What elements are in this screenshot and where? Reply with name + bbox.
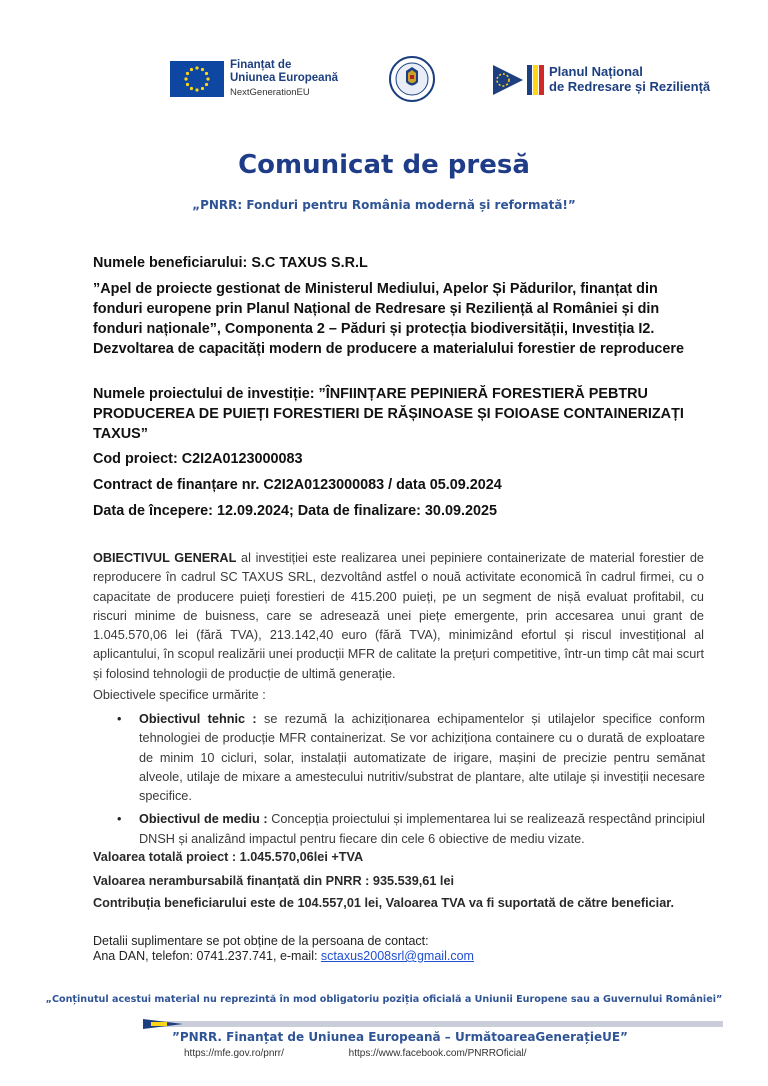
contact-block xyxy=(93,934,704,964)
page-subtitle: „PNRR: Fonduri pentru România modernă și reformată!” xyxy=(192,198,576,212)
list-item xyxy=(117,710,705,806)
eu-funding-logo xyxy=(170,58,340,100)
objective-environment-label: Obiectivul de mediu : xyxy=(139,812,268,827)
general-objective xyxy=(93,549,704,684)
project-name: Numele proiectului de investiție: ”ÎNFIINȚARE PEPINIERĂ FORESTIERĂ PEBTRU PRODUCEREA DE PUIEȚI FORESTIERI DE RĂȘINOASE ȘI FOIOASE CONTAINERIZAȚI TAXUS” xyxy=(93,386,684,442)
total-value: Valoarea totală proiect : 1.045.570,06lei +TVA xyxy=(93,850,364,864)
eu-logo-line3: NextGenerationEU xyxy=(230,87,310,98)
project-dates: Data de începere: 12.09.2024; Data de finalizare: 30.09.2025 xyxy=(93,503,497,519)
contact-intro: Detalii suplimentare se pot obține de la persoana de contact: xyxy=(93,934,429,948)
objective-technical-label: Obiectivul tehnic : xyxy=(139,712,257,726)
funding-call: ”Apel de proiecte gestionat de Ministerul Mediului, Apelor Și Pădurilor, finanțat din fonduri europene prin Planul Național de Redresare și Reziliență al României și din fonduri naționale”, Componenta 2 – Păduri și protecția biodiversității, Investiția I2. Dezvoltarea de capacități modern de producere a materialului forestier de reproducere xyxy=(93,281,685,357)
footer-link-mfe[interactable]: https://mfe.gov.ro/pnrr/ xyxy=(184,1048,284,1059)
objective-technical-text: se rezumă la achiziționarea echipamentelor și utilajelor specifice conform tehnologiei de producție MFR containerizat. Se vor achiziționa containere cu o durată de exploatare de minim 10 cicluri, solar, instalații automatizate de irigare, mașini de precizie pentru semănat alveole, utilaje de mixare a amestecului nutritiv/substrat de plantare, alte utilaje și investiții necesare specifice. xyxy=(139,712,705,804)
project-code: Cod proiect: C2I2A0123000083 xyxy=(93,451,303,467)
contact-email-link[interactable]: sctaxus2008srl@gmail.com xyxy=(320,949,474,963)
pnrr-logo xyxy=(493,60,733,100)
footer-links xyxy=(184,1048,526,1059)
eu-logo-line2: Uniunea Europeană xyxy=(230,72,338,84)
government-seal-icon xyxy=(389,56,435,102)
contact-person xyxy=(93,949,704,964)
footer-bar xyxy=(143,1017,723,1029)
page-title: Comunicat de presă xyxy=(238,150,530,180)
general-objective-label: OBIECTIVUL GENERAL xyxy=(93,551,237,565)
eu-flag-icon xyxy=(170,61,224,97)
specific-objectives-list xyxy=(117,710,705,853)
beneficiary-contribution: Contribuția beneficiarului este de 104.557,01 lei, Valoarea TVA va fi suportată de către beneficiar. xyxy=(93,896,675,910)
pnrr-flag-icon xyxy=(493,63,545,97)
pnrr-logo-line1: Planul Național xyxy=(549,64,643,79)
list-item xyxy=(117,810,705,849)
objective-environment-text: Concepția proiectului și implementarea lui se realizează respectând principiul DNSH și analizând impactul pentru fiecare din cele 6 obiective de mediu vizate. xyxy=(139,812,705,846)
contact-person-text: Ana DAN, telefon: 0741.237.741, e-mail: xyxy=(93,949,321,963)
pnrr-logo-line2: de Redresare și Reziliență xyxy=(549,79,711,94)
eu-logo-line1: Finanțat de xyxy=(230,59,292,71)
beneficiary-name: Numele beneficiarului: S.C TAXUS S.R.L xyxy=(93,255,368,271)
specific-objectives-intro: Obiectivele specifice urmărite : xyxy=(93,688,266,702)
general-objective-text: al investiției este realizarea unei pepiniere containerizate de material forestier de reproducere în cadrul SC TAXUS SRL, dezvoltând astfel o nouă activitate economică în cadrul firmei, cu o capacitate de producere puieți forestieri de 415.200 puieți, pe un segment de nișă evaluat profitabil, cu riscuri minime de buisness, care se adresează unei piețe emergente, prin accesarea unui grant de 1.045.570,06 lei (fără TVA), 213.142,40 euro (fără TVA), minimizând efortul și riscul investițional al aplicantului, în scopul realizării unei producții MFR de calitate la prețuri competitive, într-un timp cât mai scurt și folosind tehnologii de producție de ultimă generație. xyxy=(93,551,704,681)
footer-title: ”PNRR. Finanțat de Uniunea Europeană – UrmătoareaGenerațieUE” xyxy=(172,1030,628,1044)
financing-contract: Contract de finanțare nr. C2I2A0123000083 / data 05.09.2024 xyxy=(93,477,502,493)
footer-link-facebook[interactable]: https://www.facebook.com/PNRROficial/ xyxy=(348,1048,527,1059)
grant-value: Valoarea nerambursabilă finanțată din PNRR : 935.539,61 lei xyxy=(93,874,455,888)
disclaimer: „Conținutul acestui material nu reprezintă în mod obligatoriu poziția oficială a Uniunii Europene sau a Guvernului României” xyxy=(45,994,723,1005)
